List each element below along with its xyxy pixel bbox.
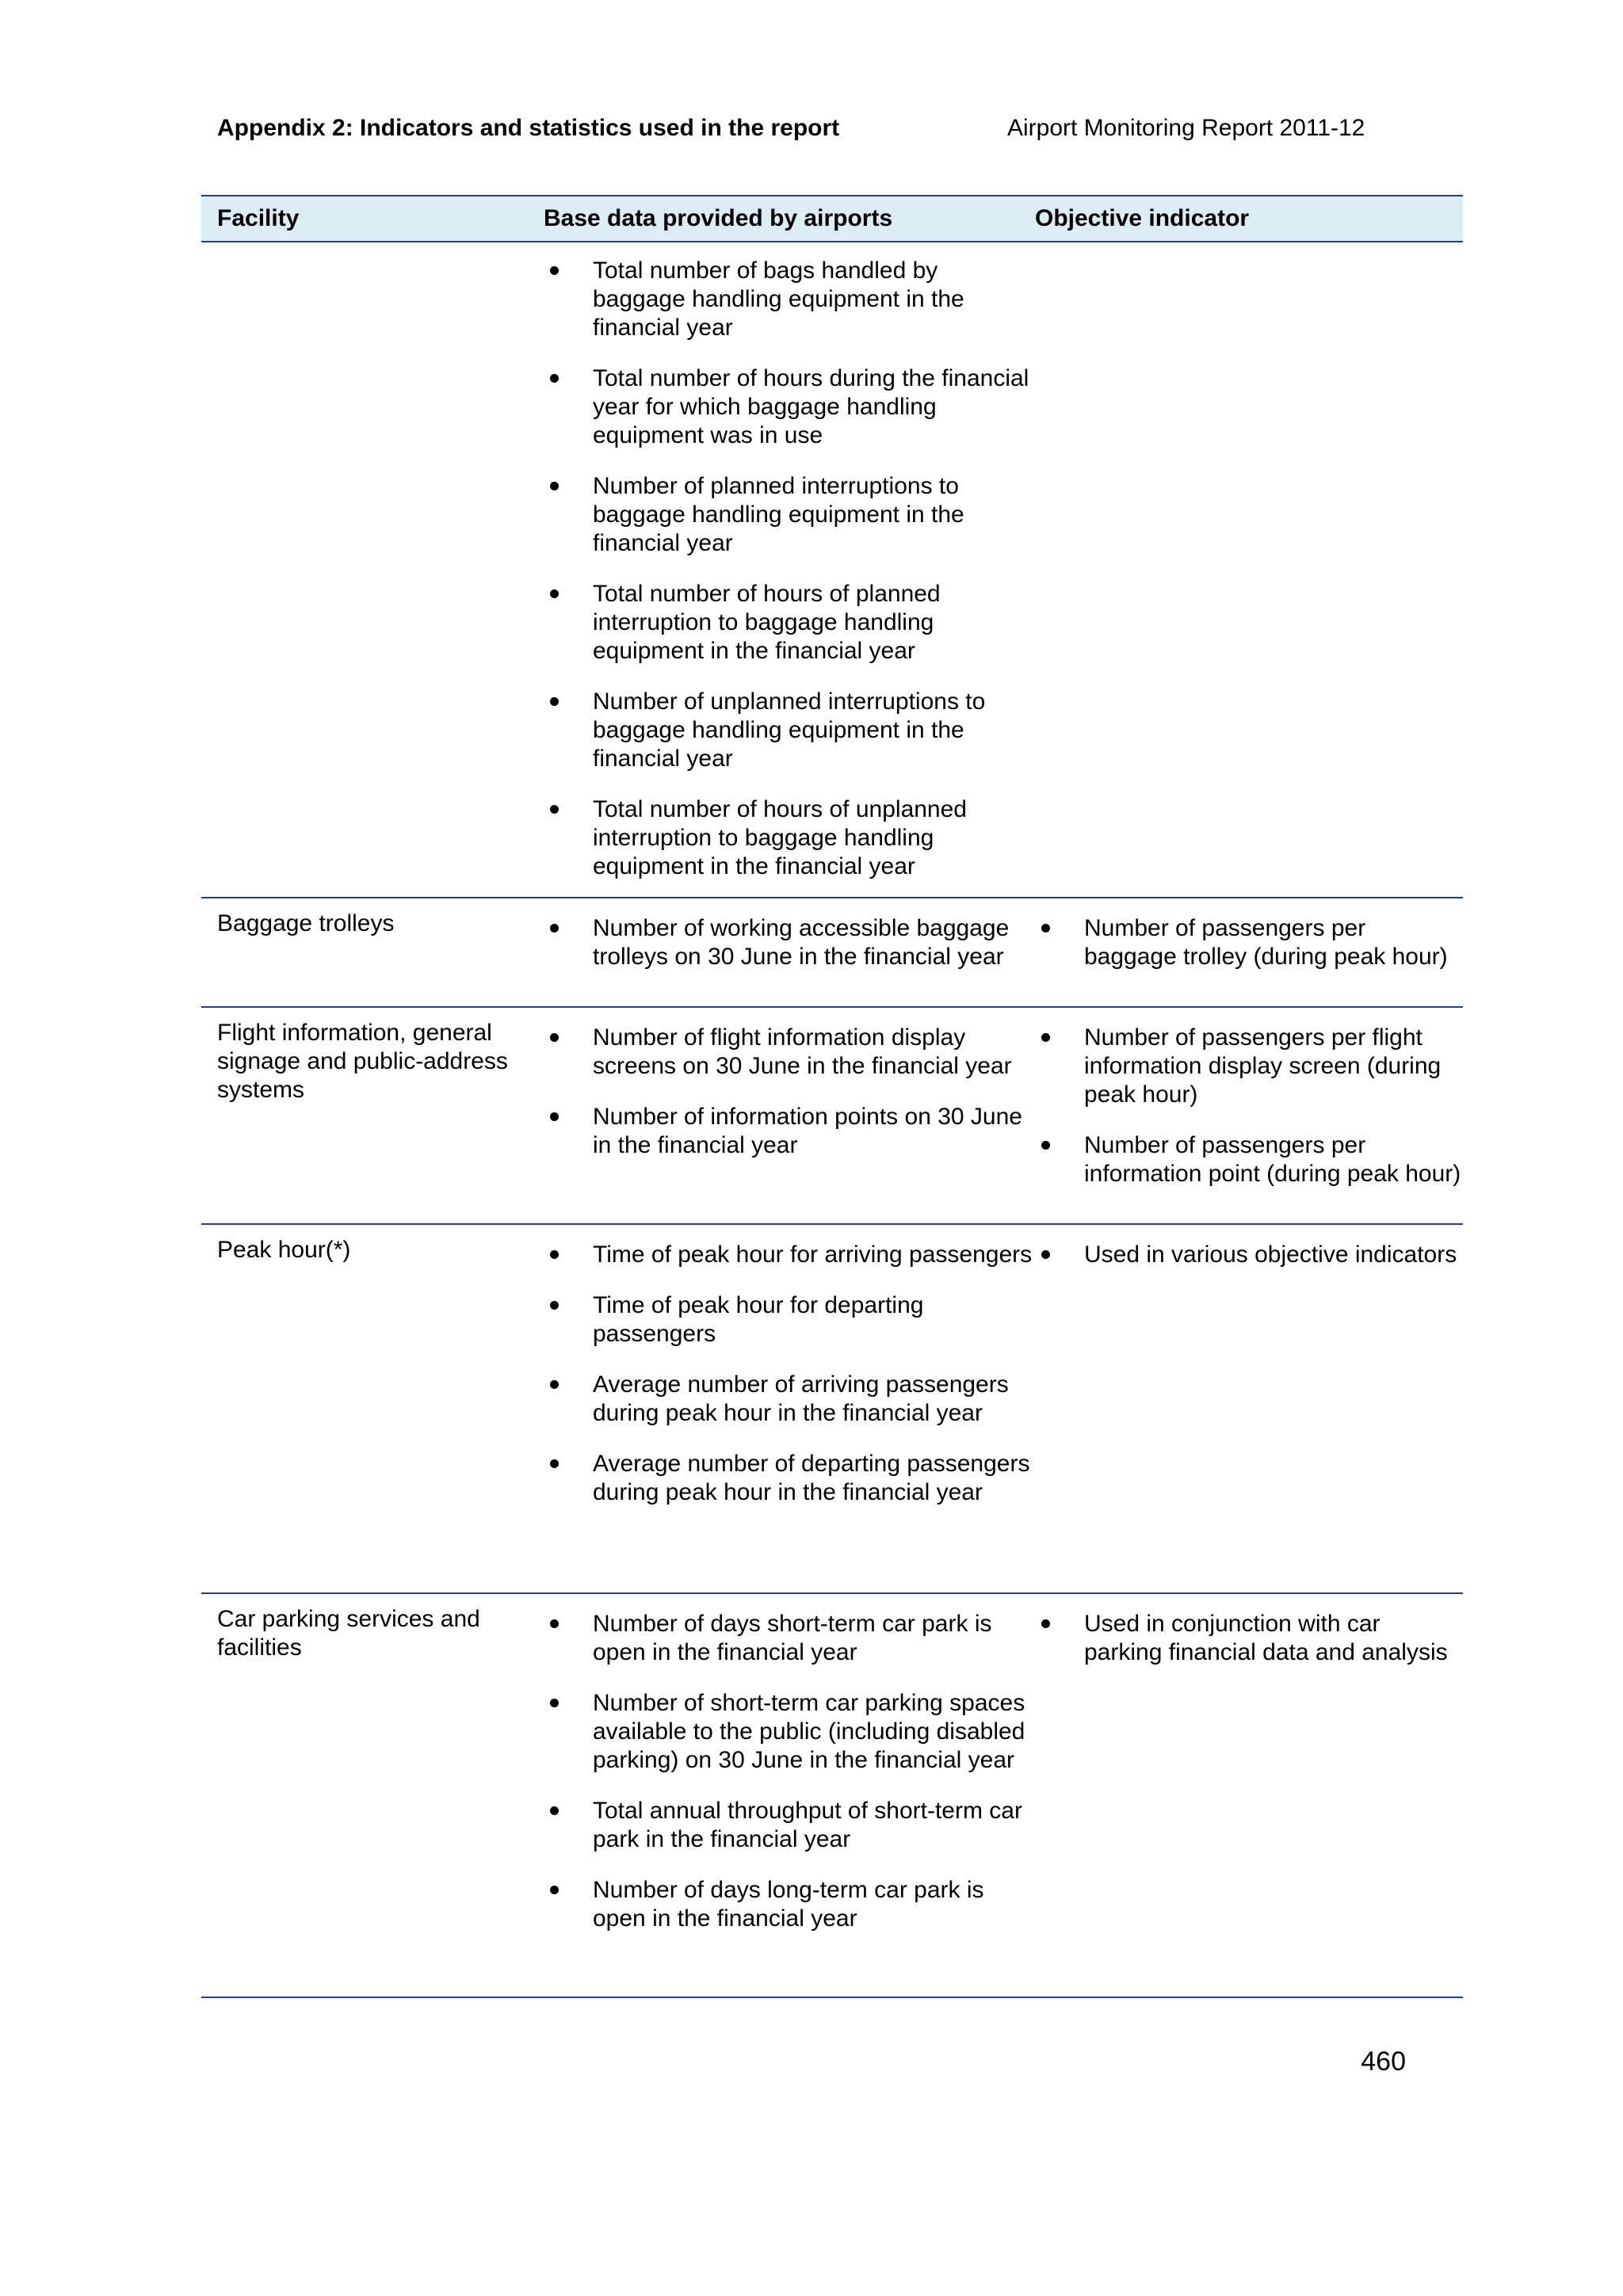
list-item: Time of peak hour for arriving passengers	[544, 1241, 1035, 1269]
list-item: Used in various objective indicators	[1035, 1241, 1463, 1269]
list-item: Number of unplanned interruptions to baggage handling equipment in the financial year	[544, 688, 1035, 773]
facility-cell: Flight information, general signage and public-address systems	[217, 1020, 508, 1103]
indicator-cell	[1035, 1225, 1463, 1592]
table-header-row	[201, 195, 1463, 242]
table-row	[201, 242, 1463, 898]
facility-cell: Peak hour(*)	[217, 1237, 351, 1263]
facility-cell: Baggage trolleys	[217, 910, 395, 936]
table-row	[201, 1594, 1463, 1998]
list-item: Number of days short-term car park is open in the financial year	[544, 1610, 1035, 1667]
indicator-cell	[1035, 242, 1463, 897]
header-title: Appendix 2: Indicators and statistics used in the report	[217, 115, 840, 141]
column-header-base-data: Base data provided by airports	[544, 205, 893, 231]
base-data-cell	[544, 1008, 1035, 1223]
list-item: Average number of departing passengers during peak hour in the financial year	[544, 1450, 1035, 1507]
base-data-cell	[544, 1225, 1035, 1592]
list-item: Number of passengers per information point (during peak hour)	[1035, 1131, 1463, 1188]
base-data-cell	[544, 1594, 1035, 1997]
indicator-cell	[1035, 898, 1463, 1006]
list-item: Number of working accessible baggage trolleys on 30 June in the financial year	[544, 914, 1035, 971]
table-row	[201, 1225, 1463, 1594]
base-data-cell	[544, 898, 1035, 1006]
table-row	[201, 898, 1463, 1008]
indicator-cell	[1035, 1594, 1463, 1997]
page-number: 460	[1361, 2046, 1406, 2077]
facility-cell: Car parking services and facilities	[217, 1606, 480, 1661]
list-item: Number of days long-term car park is open in the financial year	[544, 1876, 1035, 1933]
list-item: Time of peak hour for departing passengers	[544, 1291, 1035, 1348]
list-item: Number of passengers per flight information display screen (during peak hour)	[1035, 1024, 1463, 1109]
list-item: Number of passengers per baggage trolley (during peak hour)	[1035, 914, 1463, 971]
list-item: Total number of hours of unplanned interruption to baggage handling equipment in the financial year	[544, 795, 1035, 881]
page-header	[217, 111, 1390, 146]
list-item: Number of planned interruptions to baggage handling equipment in the financial year	[544, 472, 1035, 558]
facility-cell	[201, 242, 544, 897]
column-header-objective-indicator: Objective indicator	[1035, 205, 1250, 231]
column-header-facility: Facility	[217, 205, 300, 231]
list-item: Average number of arriving passengers during peak hour in the financial year	[544, 1371, 1035, 1428]
list-item: Used in conjunction with car parking financial data and analysis	[1035, 1610, 1463, 1667]
indicator-cell	[1035, 1008, 1463, 1223]
list-item: Number of information points on 30 June in the financial year	[544, 1103, 1035, 1160]
list-item: Number of flight information display screens on 30 June in the financial year	[544, 1024, 1035, 1081]
list-item: Total number of hours during the financial year for which baggage handling equipment was in use	[544, 364, 1035, 450]
list-item: Number of short-term car parking spaces available to the public (including disabled parking) on 30 June in the financial year	[544, 1689, 1035, 1775]
list-item: Total number of hours of planned interruption to baggage handling equipment in the financial year	[544, 580, 1035, 666]
indicators-table	[201, 195, 1463, 1998]
report-title: Airport Monitoring Report 2011-12	[1007, 115, 1365, 141]
base-data-cell	[544, 242, 1035, 897]
list-item: Total number of bags handled by baggage handling equipment in the financial year	[544, 257, 1035, 342]
table-row	[201, 1008, 1463, 1225]
list-item: Total annual throughput of short-term car park in the financial year	[544, 1797, 1035, 1854]
